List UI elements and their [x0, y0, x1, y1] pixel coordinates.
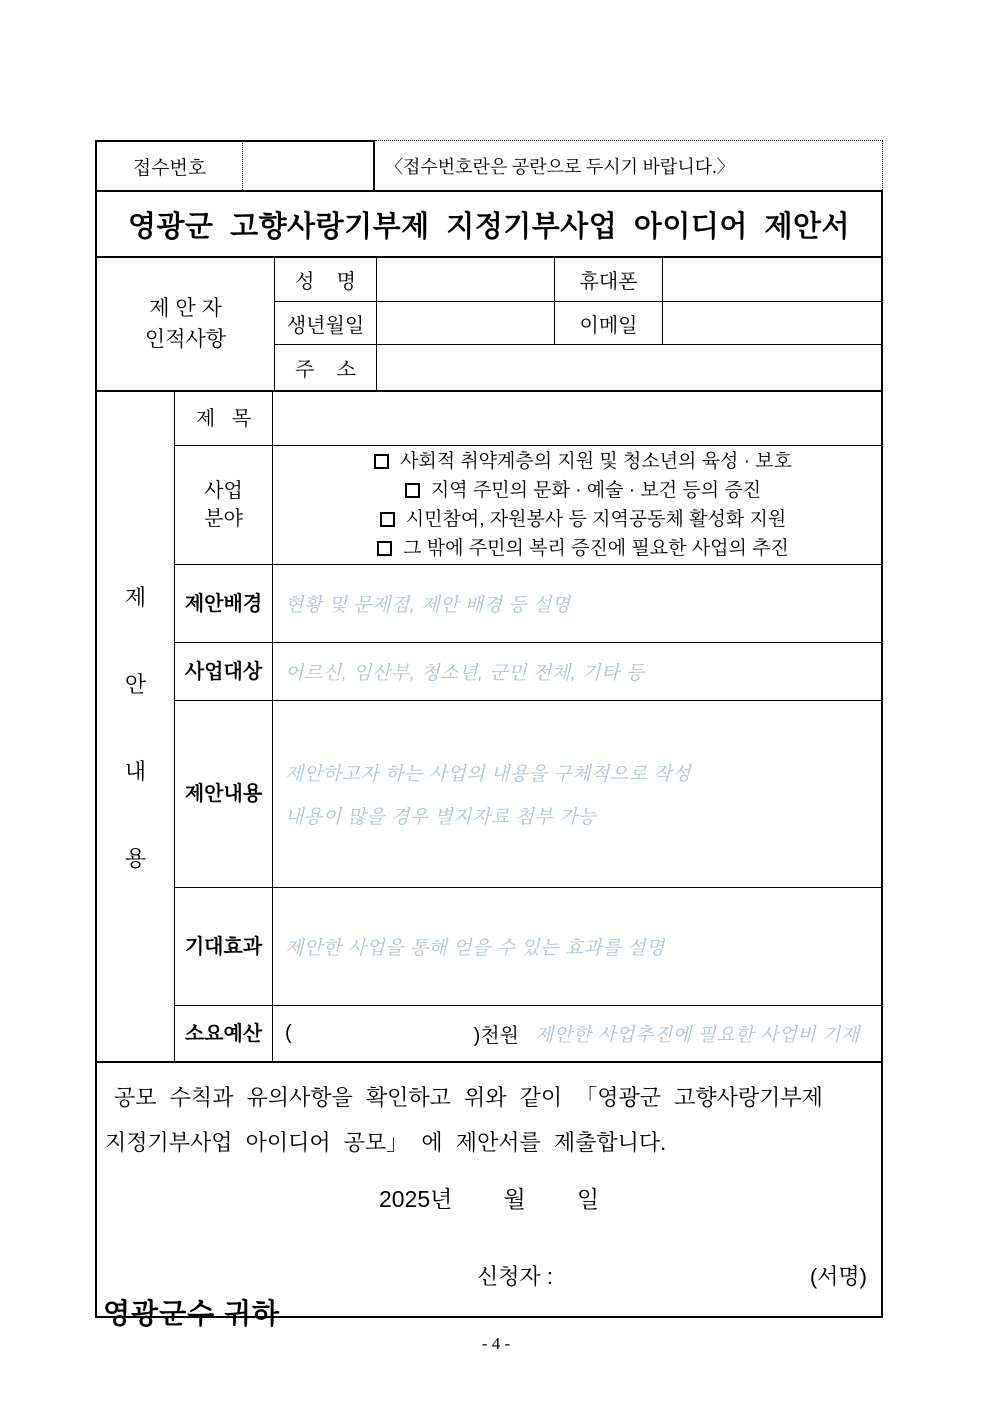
phone-label: 휴대폰	[555, 258, 663, 302]
vertical-label-char: 내	[124, 758, 147, 784]
detail-placeholder-line2: 내용이 많을 경우 별지자료 첨부 가능	[285, 807, 597, 828]
proposer-section-label-line2: 인적사항	[144, 328, 227, 351]
birth-date-label: 생년월일	[275, 302, 377, 345]
effect-placeholder: 제안한 사업을 통해 얻을 수 있는 효과를 설명	[285, 938, 665, 959]
background-placeholder: 현황 및 문제점, 제안 배경 등 설명	[285, 595, 571, 616]
budget-unit-label: )천원	[473, 1025, 519, 1047]
name-field[interactable]	[377, 258, 555, 302]
vertical-label-char: 용	[124, 845, 147, 871]
detail-placeholder-line1: 제안하고자 하는 사업의 내용을 구체적으로 작성	[285, 764, 691, 785]
business-field-options	[273, 446, 881, 565]
recipient-title: 영광군수 귀하	[103, 1298, 281, 1329]
business-field-label	[175, 446, 273, 565]
declaration-line1: 공모 수칙과 유의사항을 확인하고 위와 같이 「영광군 고향사랑기부제	[114, 1085, 823, 1110]
applicant-label: 신청자 :	[477, 1264, 553, 1289]
checkbox-icon[interactable]	[380, 512, 395, 527]
birth-date-field[interactable]	[377, 302, 555, 345]
proposer-info-section	[97, 258, 881, 392]
email-field[interactable]	[663, 302, 881, 345]
proposal-section-vertical-label	[97, 392, 175, 1061]
name-label: 성 명	[275, 258, 377, 302]
receipt-number-row	[95, 140, 883, 190]
field-option-row	[374, 448, 792, 475]
budget-label: 소요예산	[175, 1006, 273, 1061]
proposer-section-label	[97, 258, 275, 390]
checkbox-icon[interactable]	[377, 541, 392, 556]
budget-placeholder: 제안한 사업추진에 필요한 사업비 기재	[534, 1025, 860, 1046]
effect-label: 기대효과	[175, 888, 273, 1006]
address-label: 주 소	[275, 345, 377, 390]
field-option-label: 지역 주민의 문화 · 예술 · 보건 등의 증진	[430, 480, 762, 501]
declaration-section	[97, 1075, 881, 1332]
address-field[interactable]	[377, 345, 881, 390]
email-label: 이메일	[555, 302, 663, 345]
field-option-label: 그 밖에 주민의 복리 증진에 필요한 사업의 추진	[403, 538, 789, 559]
vertical-label-char: 제	[124, 584, 147, 610]
field-option-label: 시민참여, 자원봉사 등 지역공동체 활성화 지원	[405, 509, 787, 530]
checkbox-icon[interactable]	[374, 454, 389, 469]
phone-field[interactable]	[663, 258, 881, 302]
budget-amount-field[interactable]	[292, 1024, 474, 1044]
receipt-note: 〈접수번호란은 공란으로 두시기 바랍니다.〉	[375, 140, 883, 190]
target-field[interactable]	[273, 643, 881, 701]
detail-label: 제안내용	[175, 701, 273, 888]
receipt-number-field[interactable]	[243, 140, 375, 190]
signature-row	[105, 1260, 873, 1291]
project-title-field[interactable]	[273, 392, 881, 446]
field-option-row	[380, 506, 786, 533]
declaration-line2: 지정기부사업 아이디어 공모」 에 제안서를 제출합니다.	[105, 1130, 667, 1155]
background-label: 제안배경	[175, 565, 273, 643]
signature-label: (서명)	[809, 1264, 867, 1289]
target-label: 사업대상	[175, 643, 273, 701]
business-field-label-line1: 사업	[204, 480, 243, 502]
form-title: 영광군 고향사랑기부제 지정기부사업 아이디어 제안서	[97, 192, 881, 258]
field-option-label: 사회적 취약계층의 지원 및 청소년의 육성 · 보호	[399, 451, 792, 472]
vertical-label-char: 안	[124, 671, 147, 697]
proposal-form-table	[95, 190, 883, 1329]
budget-paren-open: (	[285, 1022, 292, 1044]
checkbox-icon[interactable]	[405, 483, 420, 498]
effect-field[interactable]	[273, 888, 881, 1006]
proposer-section-label-line1: 제 안 자	[149, 297, 222, 320]
page-number: - 4 -	[481, 1334, 511, 1353]
field-option-row	[405, 477, 761, 504]
project-title-label: 제 목	[175, 392, 273, 446]
receipt-number-label: 접수번호	[95, 140, 243, 190]
budget-field-row	[273, 1006, 881, 1061]
background-field[interactable]	[273, 565, 881, 643]
detail-field[interactable]	[273, 701, 881, 888]
proposal-content-section	[97, 392, 881, 1063]
target-placeholder: 어르신, 임산부, 청소년, 군민 전체, 기타 등	[285, 663, 645, 684]
field-option-row	[377, 535, 789, 562]
business-field-label-line2: 분야	[204, 508, 243, 530]
date-line: 2025년 월 일	[378, 1186, 600, 1212]
